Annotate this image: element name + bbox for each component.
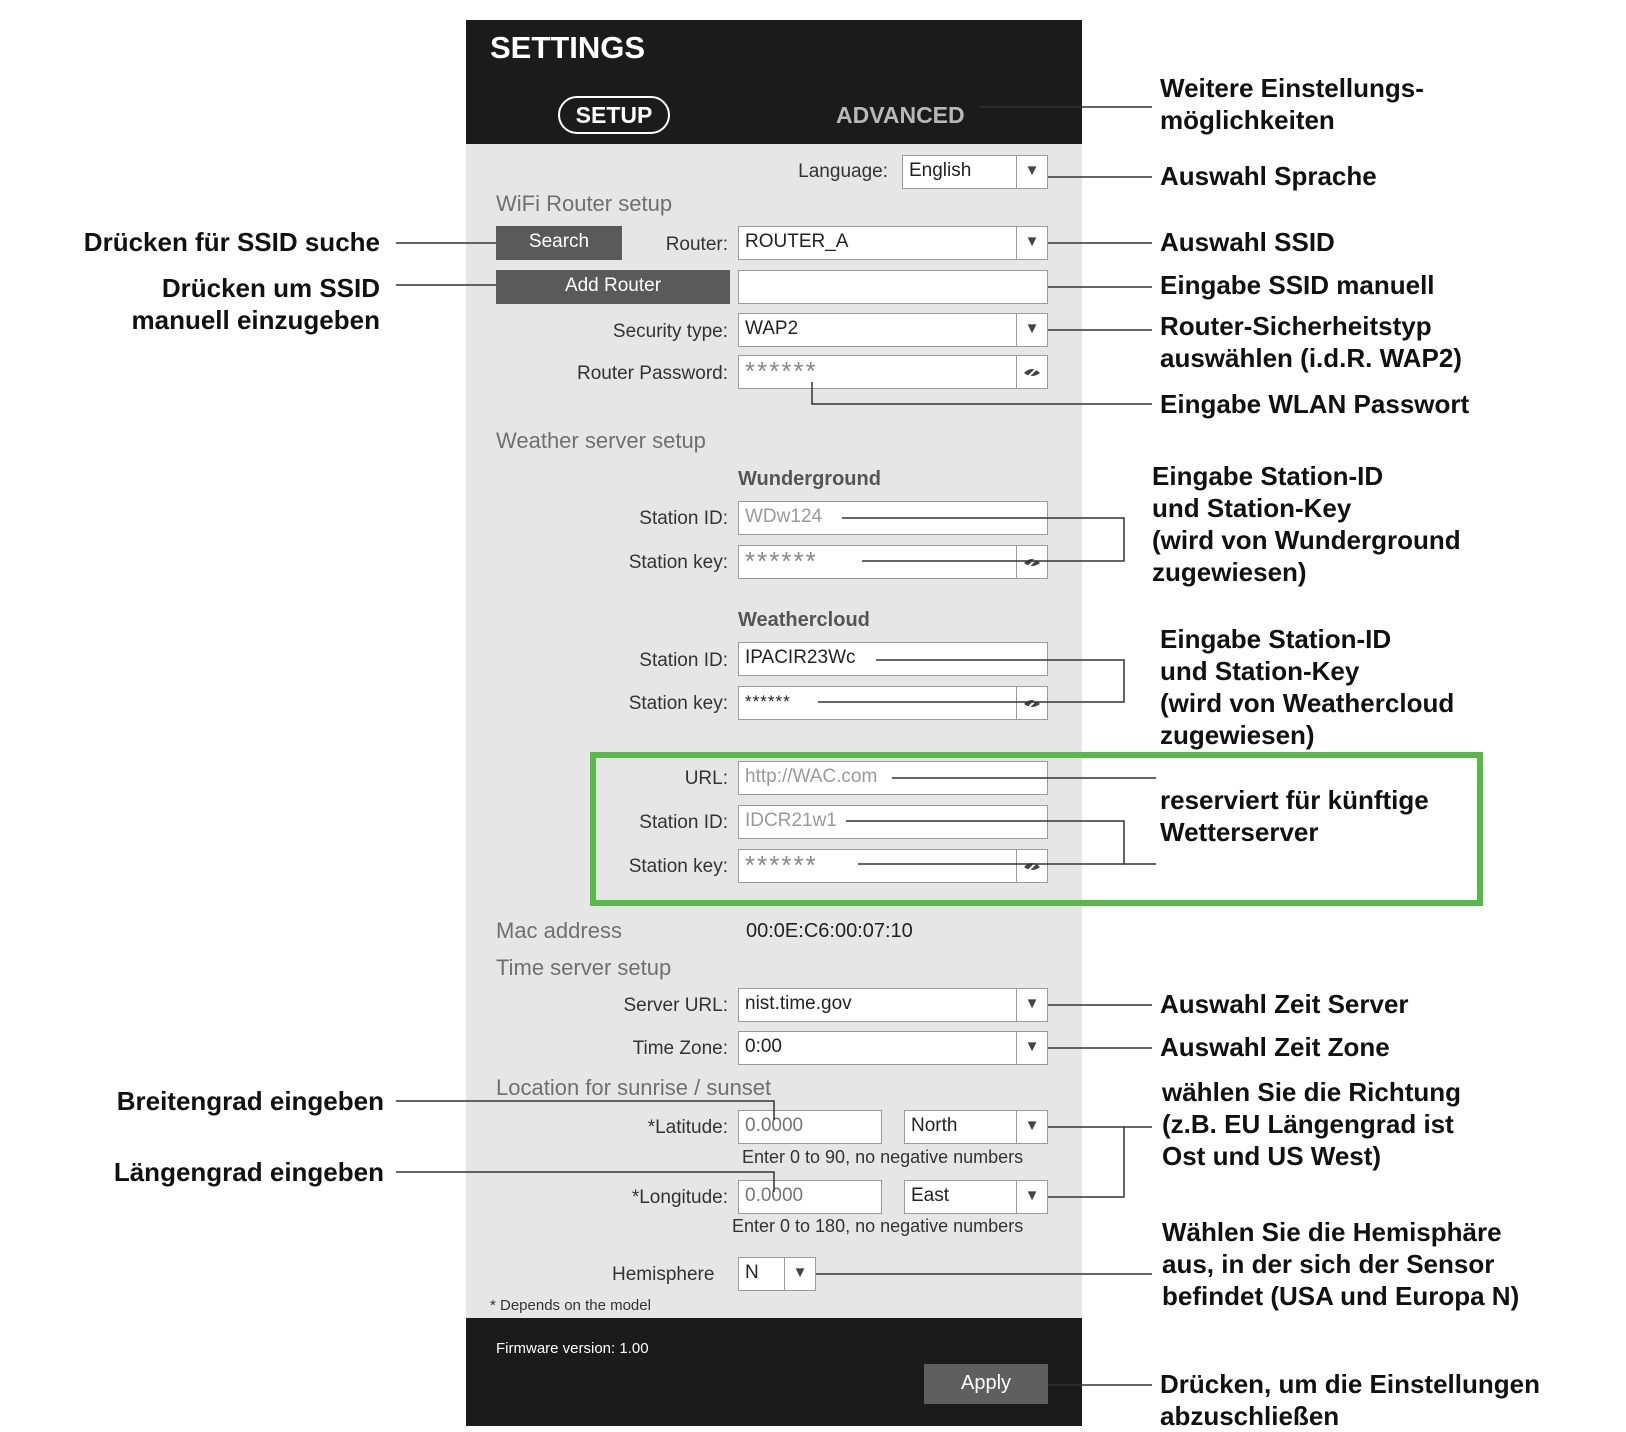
annotation-timezone [1160, 1031, 1390, 1063]
annotation-line: Drücken um SSID [161, 273, 380, 303]
router-value: ROUTER_A [745, 231, 849, 252]
password-label: Router Password: [576, 363, 728, 384]
location-section-title: Location for sunrise / sunset [496, 1075, 772, 1100]
chevron-down-icon: ▼ [1016, 989, 1047, 1021]
annotation-addrouter [132, 272, 381, 336]
weather-section-title: Weather server setup [496, 428, 706, 453]
hemisphere-label: Hemisphere [612, 1264, 715, 1285]
annotation-line: befindet (USA und Europa N) [1162, 1281, 1520, 1311]
annotation-line: Eingabe Station-ID [1160, 624, 1392, 654]
annotation-language [1160, 160, 1377, 192]
wu-id-label: Station ID: [639, 508, 728, 529]
chevron-down-icon: ▼ [1016, 1111, 1047, 1143]
time-zone-label: Time Zone: [632, 1038, 728, 1059]
latitude-label: *Latitude: [647, 1117, 728, 1138]
custom-key-label: Station key: [628, 856, 728, 877]
time-zone-value: 0:00 [745, 1036, 782, 1057]
annotation-line: aus, in der sich der Sensor [1162, 1249, 1495, 1279]
annotation-line: Drücken für SSID suche [83, 227, 380, 257]
annotation-line: Wetterserver [1160, 817, 1319, 847]
annotation-line: Eingabe WLAN Passwort [1160, 389, 1470, 419]
tab-setup[interactable]: SETUP [558, 96, 670, 134]
chevron-down-icon: ▼ [1016, 314, 1047, 346]
password-masked: ****** [745, 356, 818, 386]
annotation-line: auswählen (i.d.R. WAP2) [1160, 343, 1462, 373]
wc-station-id-input[interactable]: IPACIR23Wc [738, 642, 1048, 676]
language-value: English [909, 160, 972, 181]
server-url-value: nist.time.gov [745, 993, 852, 1014]
custom-url-input[interactable]: http://WAC.com [738, 761, 1048, 795]
annotation-manual [1160, 269, 1435, 301]
time-section-title: Time server setup [496, 955, 672, 980]
annotation-line: reserviert für künftige [1160, 785, 1429, 815]
annotation-line: abzuschließen [1160, 1401, 1340, 1431]
firmware-version: Firmware version: 1.00 [496, 1340, 649, 1357]
hemisphere-value: N [745, 1262, 759, 1283]
annotation-line: Weitere Einstellungs- [1160, 73, 1424, 103]
annotation-password [1160, 388, 1469, 420]
annotation-line: möglichkeiten [1160, 105, 1335, 135]
annotation-line: Breitengrad eingeben [116, 1086, 384, 1116]
annotation-line: Auswahl Sprache [1160, 161, 1377, 191]
wu-key-label: Station key: [628, 552, 728, 573]
annotation-line: Auswahl Zeit Server [1160, 989, 1409, 1019]
annotation-line: (z.B. EU Längengrad ist [1162, 1109, 1454, 1139]
chevron-down-icon: ▼ [1016, 1032, 1047, 1064]
annotation-ssid [1160, 226, 1335, 258]
annotation-line: Auswahl SSID [1160, 227, 1335, 257]
mac-label: Mac address [496, 918, 622, 943]
annotation-hemisphere [1162, 1216, 1519, 1312]
router-label: Router: [665, 234, 728, 255]
chevron-down-icon: ▼ [1016, 156, 1047, 188]
chevron-down-icon: ▼ [1016, 1181, 1047, 1213]
annotation-line: zugewiesen) [1152, 557, 1307, 587]
page-title: SETTINGS [490, 30, 646, 65]
annotation-line: (wird von Weathercloud [1160, 688, 1455, 718]
annotation-search [84, 226, 380, 258]
annotation-longitude [114, 1156, 384, 1188]
custom-url-label: URL: [684, 768, 728, 789]
add-router-button[interactable]: Add Router [496, 270, 730, 304]
security-label: Security type: [612, 321, 728, 342]
leader-wc [818, 660, 1124, 702]
annotation-line: Drücken, um die Einstellungen [1160, 1369, 1540, 1399]
chevron-down-icon: ▼ [1016, 227, 1047, 259]
annotation-line: manuell einzugeben [131, 305, 380, 335]
leader-password [812, 382, 1152, 404]
annotation-line: Wählen Sie die Hemisphäre [1162, 1217, 1502, 1247]
annotation-line: Längengrad eingeben [113, 1157, 384, 1187]
security-value: WAP2 [745, 318, 799, 339]
annotation-line: (wird von Wunderground [1152, 525, 1461, 555]
apply-button[interactable]: Apply [924, 1364, 1048, 1404]
wc-key-label: Station key: [628, 693, 728, 714]
custom-id-label: Station ID: [639, 812, 728, 833]
leader-direction [1048, 1127, 1124, 1197]
annotation-direction [1162, 1076, 1461, 1172]
custom-key-masked: ****** [745, 850, 818, 880]
wc-id-label: Station ID: [639, 650, 728, 671]
weathercloud-title: Weathercloud [738, 609, 870, 631]
annotation-line: und Station-Key [1152, 493, 1352, 523]
tab-advanced[interactable]: ADVANCED [836, 102, 965, 128]
annotation-line: und Station-Key [1160, 656, 1360, 686]
annotation-timeserver [1160, 988, 1409, 1020]
annotation-reserved [1160, 784, 1429, 848]
annotation-security [1160, 310, 1462, 374]
wunderground-title: Wunderground [738, 468, 881, 490]
annotation-latitude [117, 1085, 384, 1117]
chevron-down-icon: ▼ [784, 1258, 815, 1290]
longitude-hint: Enter 0 to 180, no negative numbers [732, 1216, 1024, 1236]
mac-value: 00:0E:C6:00:07:10 [746, 920, 913, 942]
annotation-wunderground [1152, 460, 1461, 588]
server-url-label: Server URL: [623, 995, 728, 1016]
search-button[interactable]: Search [496, 226, 622, 260]
annotation-apply [1160, 1368, 1540, 1432]
wifi-section-title: WiFi Router setup [496, 191, 673, 216]
lat-dir-value: North [911, 1115, 958, 1136]
annotation-line: Ost und US West) [1162, 1141, 1382, 1171]
annotation-line: zugewiesen) [1160, 720, 1315, 750]
annotation-line: Auswahl Zeit Zone [1160, 1032, 1390, 1062]
annotation-line: Eingabe Station-ID [1152, 461, 1384, 491]
leader-wu [842, 518, 1124, 561]
language-label: Language: [798, 161, 888, 182]
custom-station-id-input[interactable]: IDCR21w1 [738, 805, 1048, 839]
latitude-hint: Enter 0 to 90, no negative numbers [742, 1147, 1024, 1167]
model-note: * Depends on the model [490, 1297, 651, 1314]
annotation-line: Router-Sicherheitstyp [1160, 311, 1432, 341]
leader-reserved [846, 821, 1124, 864]
lon-dir-value: East [911, 1185, 950, 1206]
wu-station-id-input[interactable]: WDw124 [738, 501, 1048, 535]
annotation-advanced [1160, 72, 1424, 136]
annotation-weathercloud [1160, 623, 1454, 751]
leader-longitude [396, 1172, 774, 1192]
wc-key-masked: ****** [745, 692, 791, 711]
annotation-line: Eingabe SSID manuell [1160, 270, 1435, 300]
longitude-label: *Longitude: [631, 1187, 728, 1208]
wu-key-masked: ****** [745, 546, 818, 576]
leader-latitude [396, 1101, 774, 1120]
annotation-line: wählen Sie die Richtung [1162, 1077, 1462, 1107]
